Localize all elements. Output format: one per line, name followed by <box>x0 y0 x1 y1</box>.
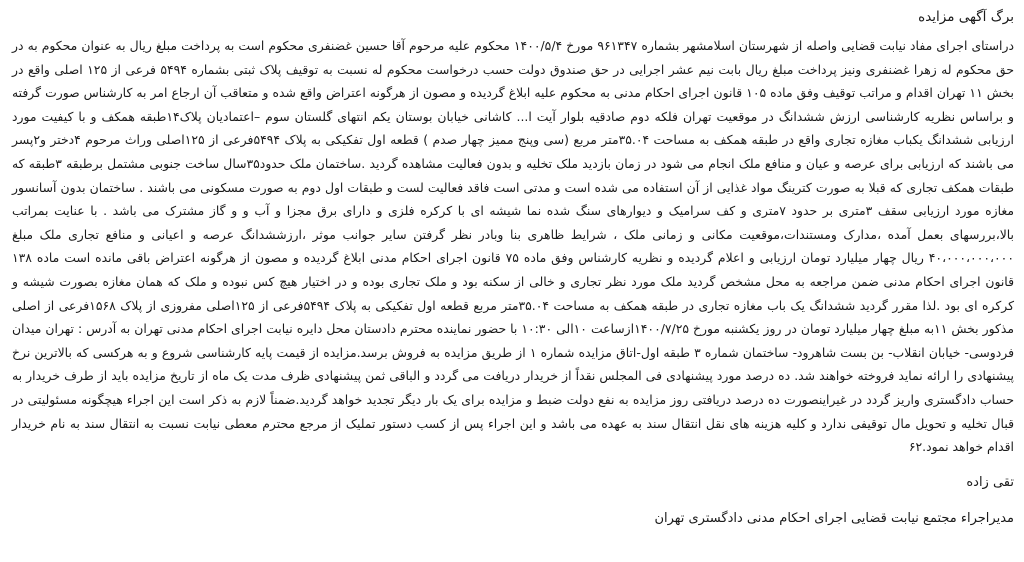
signer-title: مدیراجراء مجتمع نیابت قضایی اجرای احکام مدنی دادگستری تهران <box>654 511 1014 526</box>
notice-body: دراستای اجرای مفاد نیابت قضایی واصله از شهرستان اسلامشهر بشماره ۹۶۱۳۴۷ مورخ ۱۴۰۰/۵/۴ محکوم علیه مرحوم آقا حسین غضنفری محکوم است به پرداخت مبلغ ریال به عنوان محکوم به در حق محکوم له زهرا غضنفری ونیز پرداخت مبلغ ریال بابت نیم عشر اجرایی در حق صندوق دولت حسب درخواست محکوم له نسبت به توقیف پلاک ثبتی بشماره ۵۴۹۴ فرعی از ۱۲۵ اصلی واقع در بخش ۱۱ تهران اقدام و مراتب توقیف وفق ماده ۱۰۵ قانون اجرای احکام مدنی به محکوم علیه ابلاغ گردیده و مصون از هرگونه اعتراض واقع شده و متعاقب آن ارجاع امر به کارشناس صورت گرفته و براساس نظریه کارشناسی ارزش ششدانگ در موقعیت تهران فلکه دوم صادقیه بلوار آیت ا... کاشانی خیابان بوستان یکم انتهای گلستان سوم –اعتمادیان پلاک۱۴طبقه همکف و با کیفیت مورد ارزیابی ششدانگ یکباب مغازه تجاری واقع در طبقه همکف به مساحت ۳۵.۰۴متر مربع (سی وپنج ممیز چهار صدم ) قطعه اول تفکیکی به پلاک ۵۴۹۴فرعی از ۱۲۵اصلی وراث مرحوم ۴دختر و۲پسر می باشند که ارزیابی برای عرصه و عیان و منافع ملک انجام می شود در زمان بازدید ملک تخلیه و بدون فعالیت مشاهده گردید .ساختمان ملک حدود۳۵سال ساخت جنوبی مشتمل برطبقه ۳طبقه که طبقات همکف تجاری که قبلا به صورت کترینگ مواد غذایی از آن استفاده می شده است و مدتی است فاقد فعالیت لست و طبقات اول دوم به صورت مسکونی می باشند . ساختمان بدون آسانسور مغازه مورد ارزیابی سقف ۳متری بر حدود ۷متری و کف سرامیک و دیوارهای سنگ شده نما شیشه ای با کرکره فلزی و دارای برق مجزا و آب و و گاز مشترک می باشد . با عنایت بمراتب بالا،بررسهای بعمل آمده ،مدارک ومستندات،موقعیت مکانی و زمانی ملک ، شرایط ظاهری بنا وبادر نظر گرفتن سایر جوانب موثر ،ارزششدانگ عرصه و اعیانی و منافع تجاری ملک مبلغ ۴۰،۰۰۰،۰۰۰،۰۰۰ ریال چهار میلیارد تومان ارزیابی و اعلام گردیده و نظریه کارشناس وفق ماده ۷۵ قانون اجرای احکام مدنی ابلاغ گردیده و مصون از هرگونه اعتراض باقی مانده است ماده ۱۳۸ قانون اجرای احکام مدنی ضمن مراجعه به محل مشخص گردید ملک مورد نظر تجاری و خالی از سکنه بود و ملک تجاری بوده و در اختیار هیچ کس نبوده و ملک که همان مغازه بصورت شیشه و کرکره ای بود .لذا مقرر گردید ششدانگ یک باب مغازه تجاری در طبقه همکف به مساحت ۳۵.۰۴متر مربع قطعه اول تفکیکی به پلاک ۵۴۹۴فرعی از ۱۲۵اصلی مفروزی از پلاک ۱۵۶۸فرعی از اصلی مذکور بخش ۱۱به مبلغ چهار میلیارد تومان در روز یکشنبه مورخ ۱۴۰۰/۷/۲۵ازساعت ۱۰الی ۱۰:۳۰ با حضور نماینده محترم دادستان محل دایره نیابت اجرای احکام مدنی تهران به آدرس : تهران میدان فردوسی- خیابان انقلاب- بن بست شاهرود- ساختمان شماره ۳ طبقه اول-اتاق مزایده شماره ۱ از طریق مزایده به فروش برسد.مزایده از قیمت پایه کارشناسی شروع و به هرکسی که بالاترین نرخ پیشنهادی را ارائه نماید فروخته خواهند شد. ده درصد مورد پیشنهادی فی المجلس نقداً از خریدار دریافت می گردد و الباقی ثمن پیشنهادی ظرف مدت یک ماه از تاریخ مزایده باید از طرف خریدار به حساب دادگستری واریز گردد در غیراینصورت ده درصد دریافتی روز مزایده به نفع دولت ضبط و مزایده برای یک بار دیگر تجدید خواهد گردید.ضمناً لازم به ذکر است این اجراء هیچگونه مسئولیتی در قبال تخلیه و تحویل مال توقیفی ندارد و کلیه هزینه های نقل انتقال سند به عهده می باشد و این اجراء پس از کسب دستور تملیک از مرجع محترم معطی نیابت نسبت به انتقال سند به نام خریدار اقدام خواهد نمود.۶۲ <box>12 38 1015 455</box>
signature-block <box>12 472 1014 530</box>
notice-title: برگ آگهی مزایده <box>918 9 1014 25</box>
signer-name: تقی زاده <box>966 475 1014 490</box>
